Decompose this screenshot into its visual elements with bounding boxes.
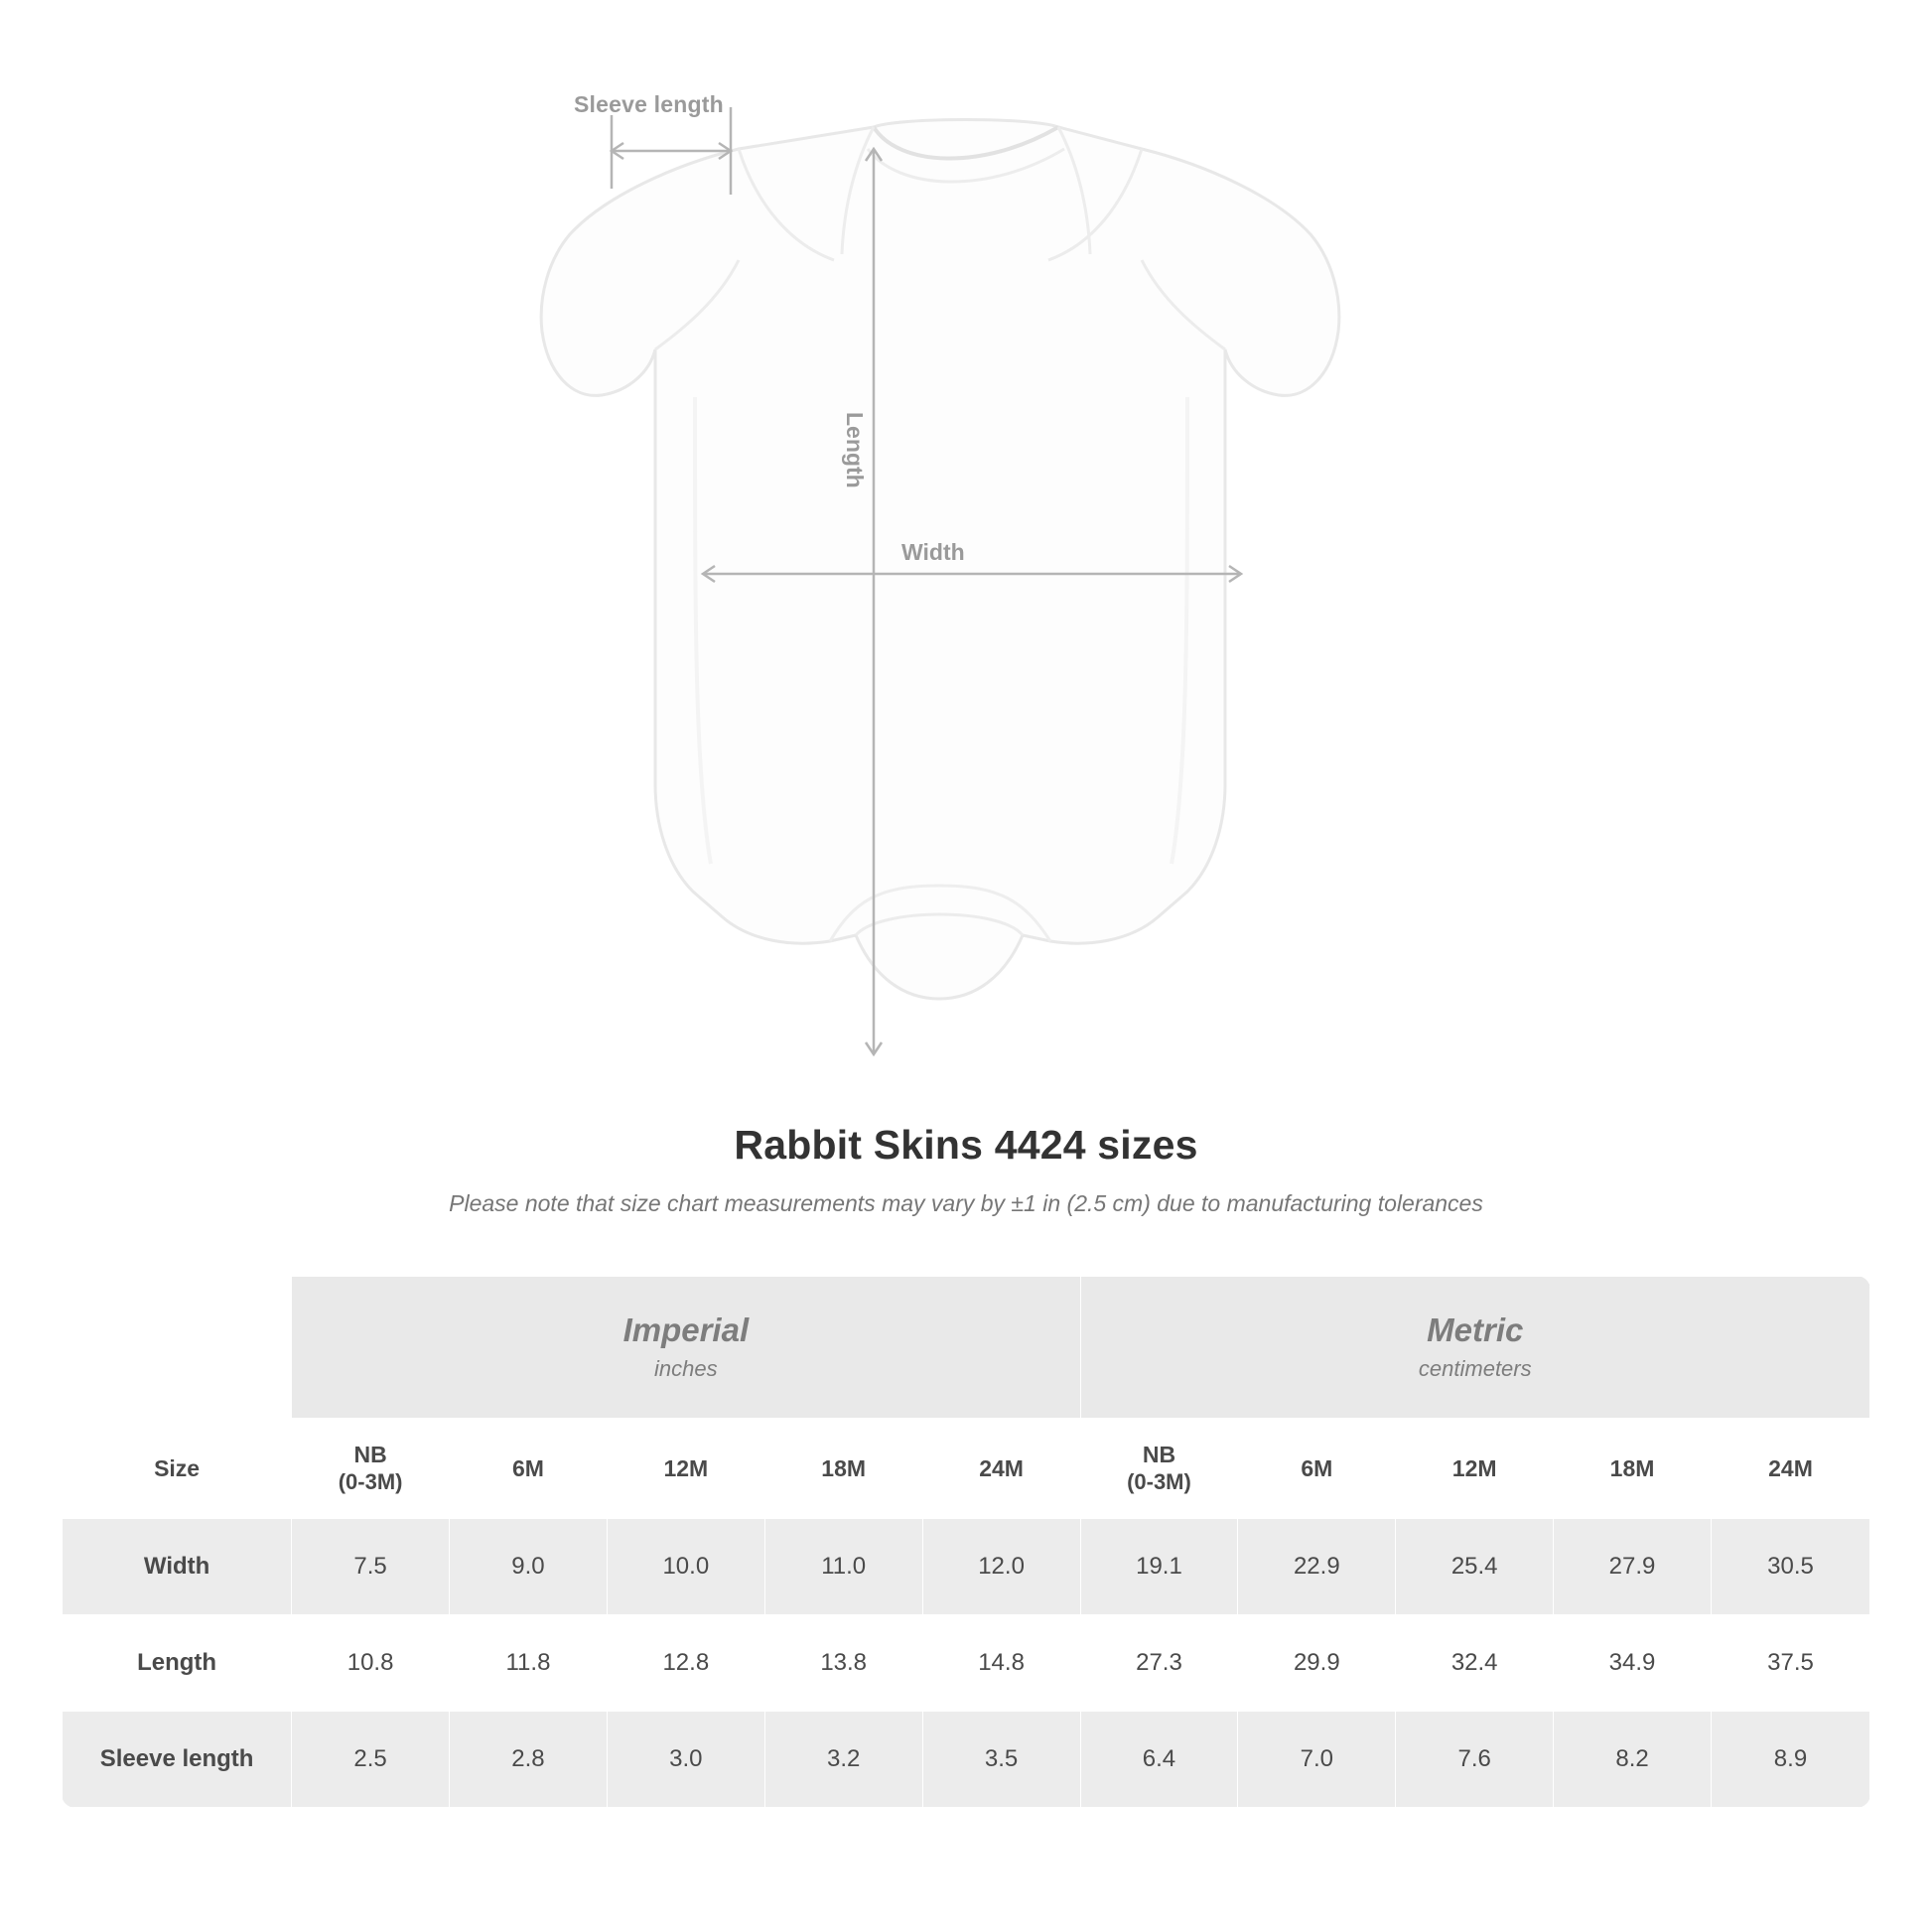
table-row [63,1519,1870,1615]
cell-sleeve-metric-12m: 7.6 [1396,1712,1554,1808]
cell-length-imperial-nb: 10.8 [292,1615,450,1712]
row-label-length: Length [63,1615,292,1712]
tolerance-note: Please note that size chart measurements may vary by ±1 in (2.5 cm) due to manufacturing tolerances [449,1190,1483,1216]
cell-length-metric-24m: 37.5 [1711,1615,1869,1712]
cell-sleeve-imperial-12m: 3.0 [607,1712,764,1808]
column-header-metric-12m: 12M [1396,1419,1554,1519]
system-unit-imperial: inches [654,1356,718,1382]
column-header-metric-nb [1080,1419,1238,1519]
cell-length-imperial-24m: 14.8 [922,1615,1080,1712]
column-header-imperial-12m: 12M [607,1419,764,1519]
system-unit-metric: centimeters [1418,1356,1532,1382]
cell-length-imperial-12m: 12.8 [607,1615,764,1712]
cell-length-metric-6m: 29.9 [1238,1615,1396,1712]
length-dimension-label: Length [842,412,868,488]
cell-length-metric-12m: 32.4 [1396,1615,1554,1712]
system-header-imperial [292,1277,1080,1419]
cell-sleeve-metric-18m: 8.2 [1554,1712,1712,1808]
column-header-imperial-24m: 24M [922,1419,1080,1519]
column-header-metric-24m: 24M [1711,1419,1869,1519]
size-table [62,1276,1870,1808]
column-header-metric-6m: 6M [1238,1419,1396,1519]
system-header-metric [1080,1277,1869,1419]
cell-width-imperial-6m: 9.0 [450,1519,608,1615]
cell-width-imperial-12m: 10.0 [607,1519,764,1615]
column-header-imperial-6m: 6M [450,1419,608,1519]
cell-sleeve-imperial-nb: 2.5 [292,1712,450,1808]
page-title: Rabbit Skins 4424 sizes [734,1122,1198,1168]
cell-length-imperial-18m: 13.8 [764,1615,922,1712]
cell-width-metric-nb: 19.1 [1080,1519,1238,1615]
column-header-imperial-nb [292,1419,450,1519]
system-name-imperial: Imperial [622,1311,750,1348]
sleeve-length-dimension-label: Sleeve length [574,91,724,117]
cell-width-imperial-18m: 11.0 [764,1519,922,1615]
cell-sleeve-metric-6m: 7.0 [1238,1712,1396,1808]
column-header-sublabel: (0-3M) [338,1468,403,1494]
column-header-imperial-18m: 18M [764,1419,922,1519]
cell-width-metric-12m: 25.4 [1396,1519,1554,1615]
cell-length-metric-nb: 27.3 [1080,1615,1238,1712]
row-label-sleeve-length: Sleeve length [63,1712,292,1808]
cell-width-imperial-nb: 7.5 [292,1519,450,1615]
cell-sleeve-imperial-18m: 3.2 [764,1712,922,1808]
cell-sleeve-metric-24m: 8.9 [1711,1712,1869,1808]
column-header-label: NB [1142,1441,1176,1467]
size-table-wrapper [62,1276,1870,1808]
row-label-width: Width [63,1519,292,1615]
cell-sleeve-metric-nb: 6.4 [1080,1712,1238,1808]
cell-width-metric-6m: 22.9 [1238,1519,1396,1615]
cell-sleeve-imperial-24m: 3.5 [922,1712,1080,1808]
cell-width-imperial-24m: 12.0 [922,1519,1080,1615]
cell-length-metric-18m: 34.9 [1554,1615,1712,1712]
cell-width-metric-18m: 27.9 [1554,1519,1712,1615]
table-system-header-row [63,1277,1870,1419]
cell-sleeve-imperial-6m: 2.8 [450,1712,608,1808]
width-dimension-label: Width [901,539,965,565]
header-size: Size [63,1419,292,1519]
column-header-label: NB [353,1441,387,1467]
column-header-sublabel: (0-3M) [1127,1468,1191,1494]
table-row [63,1712,1870,1808]
cell-width-metric-24m: 30.5 [1711,1519,1869,1615]
cell-length-imperial-6m: 11.8 [450,1615,608,1712]
table-row [63,1615,1870,1712]
table-corner-cell [63,1277,292,1419]
system-name-metric: Metric [1427,1311,1524,1348]
title-block [0,1122,1932,1217]
column-header-metric-18m: 18M [1554,1419,1712,1519]
table-column-header-row [63,1419,1870,1519]
